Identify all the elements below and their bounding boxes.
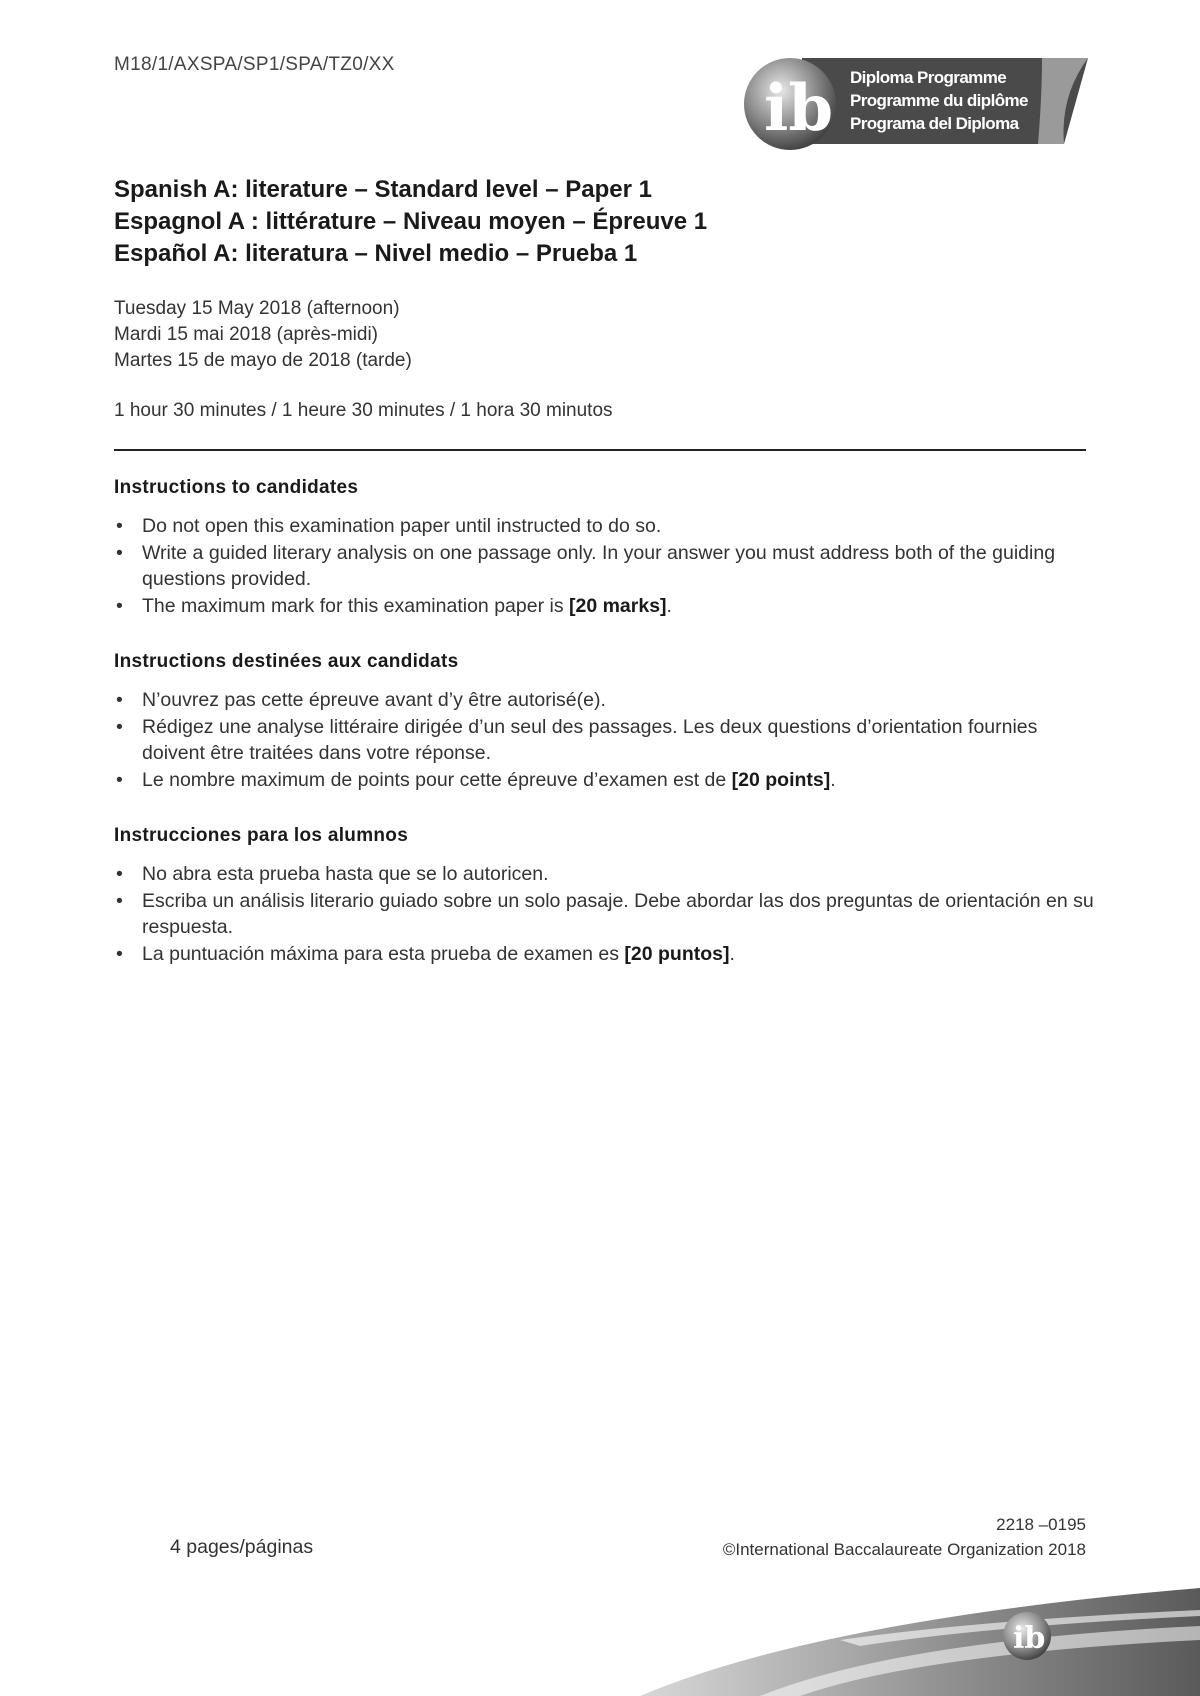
instructions-english (114, 477, 1094, 619)
list-item: • Rédigez une analyse littéraire dirigée d’un seul des passages. Les deux questions d’orientation fournies doivent être traitées dans votre réponse. (116, 715, 1038, 764)
logo-line-en: Diploma Programme (850, 68, 1007, 87)
exam-titles (114, 174, 707, 270)
svg-text:ib: ib (1013, 1621, 1046, 1656)
footer-reference (723, 1512, 1086, 1562)
list-item: • N’ouvrez pas cette épreuve avant d’y être autorisé(e). (116, 689, 606, 711)
list-item: • Write a guided literary analysis on one passage only. In your answer you must address both of the guiding questions provided. (116, 541, 1056, 590)
page-count: 4 pages/páginas (170, 1536, 314, 1558)
ib-diploma-logo (742, 56, 1088, 152)
exam-dates (114, 296, 412, 374)
list-item: • No abra esta prueba hasta que se lo autoricen. (116, 863, 549, 885)
section-heading: Instructions destinées aux candidats (114, 651, 459, 672)
max-points: [20 points] (731, 768, 831, 791)
title-english: Spanish A: literature – Standard level – Paper 1 (114, 176, 652, 203)
list-item: • Do not open this examination paper until instructed to do so. (116, 515, 662, 537)
title-french: Espagnol A : littérature – Niveau moyen – Épreuve 1 (114, 208, 708, 235)
list-item: • Escriba un análisis literario guiado sobre un solo pasaje. Debe abordar las dos preguntas de orientación en su respuesta. (116, 889, 1094, 938)
instructions-spanish (114, 825, 1094, 967)
title-spanish: Español A: literatura – Nivel medio – Prueba 1 (114, 240, 638, 267)
section-heading: Instructions to candidates (114, 477, 359, 498)
list-item: • La puntuación máxima para esta prueba de examen es [20 puntos]. (116, 942, 735, 965)
list-item: • The maximum mark for this examination paper is [20 marks]. (116, 594, 672, 617)
ib-logo-mark: ib (764, 71, 834, 146)
instructions-french (114, 651, 1094, 793)
paper-reference-number: 2218 –0195 (996, 1515, 1086, 1534)
max-marks: [20 marks] (568, 594, 667, 617)
date-english: Tuesday 15 May 2018 (afternoon) (114, 298, 400, 319)
list-item: • Le nombre maximum de points pour cette épreuve d’examen est de [20 points]. (116, 768, 836, 791)
copyright-notice: ©International Baccalaureate Organization 2018 (722, 1540, 1086, 1559)
logo-line-es: Programa del Diploma (850, 114, 1019, 133)
logo-line-fr: Programme du diplôme (850, 91, 1028, 110)
footer-swoosh-graphic (0, 1580, 1200, 1696)
divider (114, 449, 1086, 451)
max-puntos: [20 puntos] (624, 942, 730, 965)
exam-duration: 1 hour 30 minutes / 1 heure 30 minutes / 1 hora 30 minutos (114, 400, 613, 421)
date-spanish: Martes 15 de mayo de 2018 (tarde) (114, 350, 412, 371)
paper-code: M18/1/AXSPA/SP1/SPA/TZ0/XX (114, 54, 395, 75)
date-french: Mardi 15 mai 2018 (après-midi) (114, 324, 378, 345)
section-heading: Instrucciones para los alumnos (114, 825, 409, 846)
